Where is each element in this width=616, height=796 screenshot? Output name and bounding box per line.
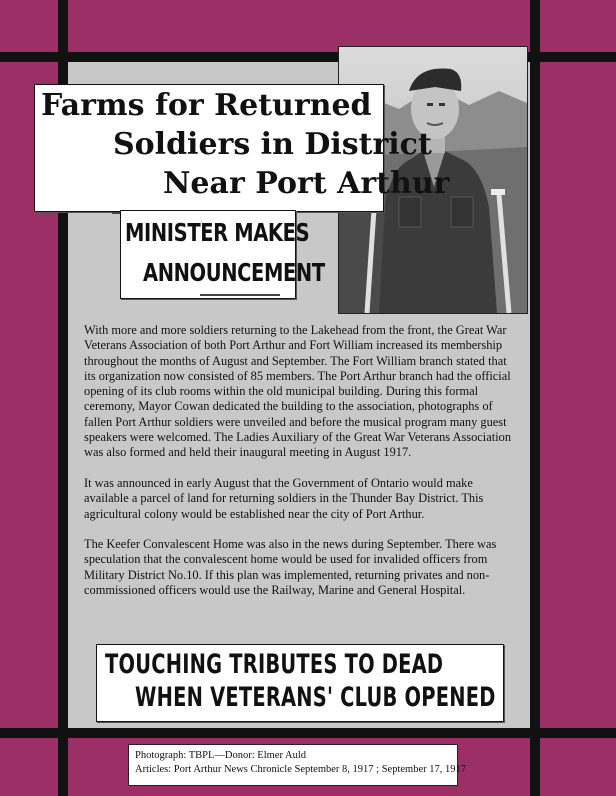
body-paragraph-1: With more and more soldiers returning to the Lakehead from the front, the Great War Veterans Association of both Port Arthur and Fort William increased its membership throughout the months of August and September. The Fort William branch stated that its organization now consisted of 85 members. The Port Arthur branch had the official opening of its club rooms within the old municipal building. During this formal ceremony, Mayor Cowan dedicated the building to the association, photographs of fallen Port Arthur soldiers were unveiled and before the musical program many guest speakers were welcomed. The Ladies Auxiliary of the Great War Veterans Association was also formed and held their inaugural meeting in August 1917. [84,323,512,460]
article-body [84,323,520,614]
body-paragraph-2: It was announced in early August that the Government of Ontario would make available a parcel of land for returning soldiers in the Thunder Bay District. This agricultural colony would be established near the city of Port Arthur. [84,475,484,521]
tributes-headline-line-1: TOUCHING TRIBUTES TO DEAD [105,649,444,680]
body-paragraph-3: The Keefer Convalescent Home was also in the news during September. There was speculation that the convalescent home would be used for invalided officers from Military District No.10. If this plan was implemented, returning privates and non-commissioned officers would use the Railway, Marine and General Hospital. [84,537,497,598]
frame-band-right [530,0,540,796]
minister-headline-line-1: MINISTER MAKES [125,218,310,247]
farms-headline-line-1: Farms for Returned [41,88,372,123]
minister-headline-clipping [120,210,325,299]
caption-photo-credit: Photograph: TBPL—Donor: Elmer Auld [135,750,307,761]
source-caption [128,744,466,786]
farms-headline-line-3: Near Port Arthur [163,166,450,201]
minister-headline-line-2: ANNOUNCEMENT [143,258,325,287]
tributes-headline-line-2: WHEN VETERANS' CLUB OPENED [135,682,496,713]
caption-articles-credit: Articles: Port Arthur News Chronicle September 8, 1917 ; September 17, 1917 [135,764,466,775]
farms-headline-clipping [34,84,450,212]
tributes-headline-clipping [96,644,504,722]
frame-band-bottom [0,728,616,738]
farms-headline-line-2: Soldiers in District [113,127,432,162]
clipping-underline [200,294,280,296]
